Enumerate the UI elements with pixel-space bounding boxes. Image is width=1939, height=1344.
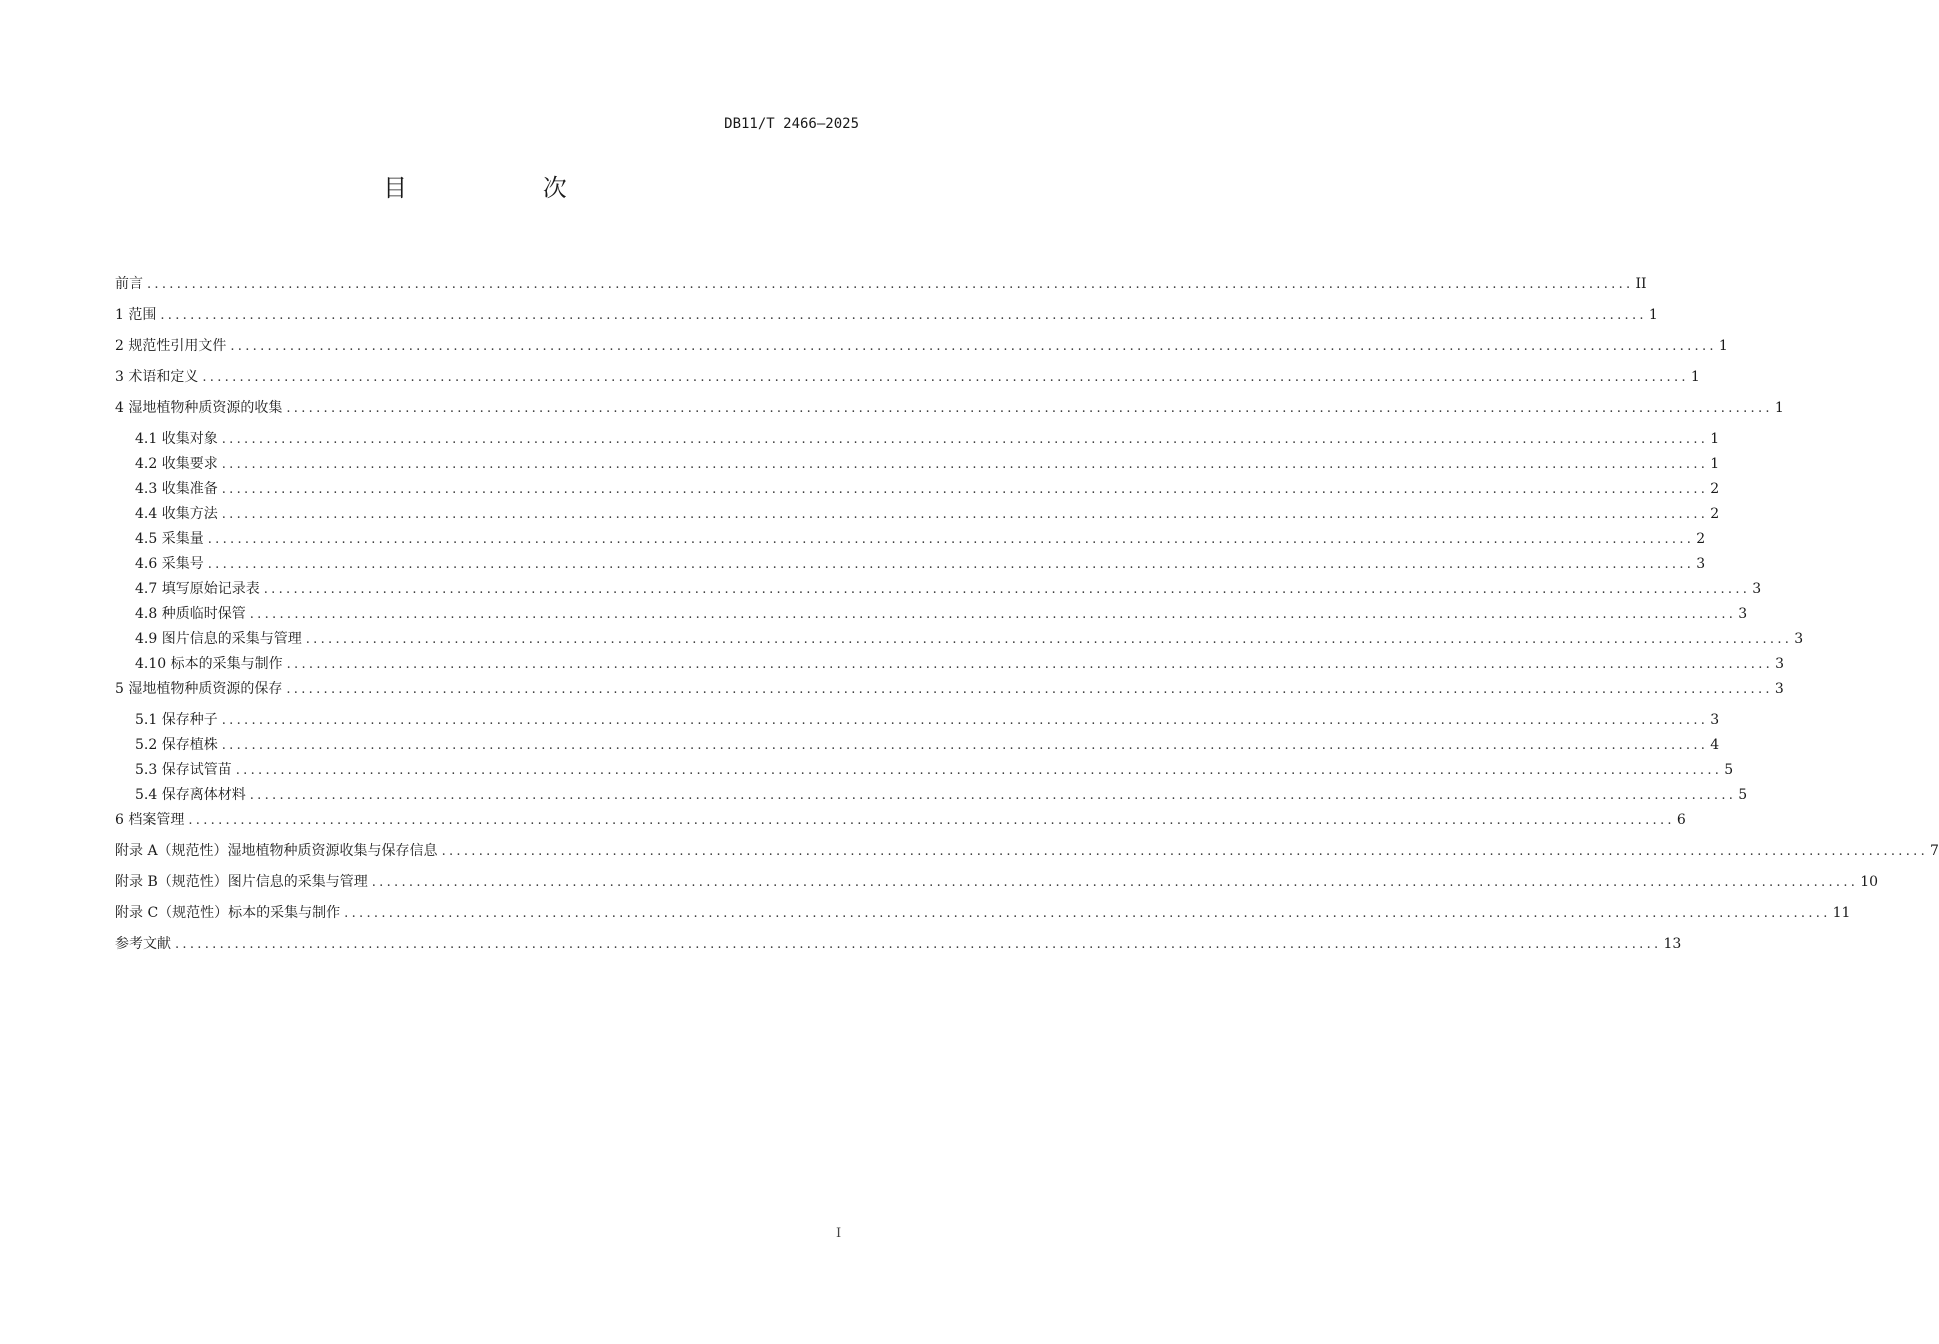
toc-subentry[interactable] bbox=[115, 552, 1706, 577]
toc-entry[interactable] bbox=[115, 272, 1647, 303]
toc-entry-page: 3 bbox=[1738, 606, 1748, 622]
toc-entry-label: 4.10 标本的采集与制作 bbox=[135, 656, 283, 672]
toc-subentry[interactable] bbox=[115, 452, 1720, 477]
toc-entry-label: 附录 A（规范性）湿地植物种质资源收集与保存信息 bbox=[115, 843, 438, 859]
toc-subentry[interactable] bbox=[115, 427, 1720, 452]
page-title: 目 次 bbox=[383, 174, 631, 202]
toc-leader-dots: ........................................................................................................................................................................................................ bbox=[230, 339, 1717, 354]
toc-leader-dots: ........................................................................................................................................................................................................ bbox=[221, 507, 1709, 522]
toc-entry-page: 1 bbox=[1710, 456, 1720, 472]
toc-entry-label: 4.6 采集号 bbox=[135, 556, 204, 572]
toc-subentry[interactable] bbox=[115, 477, 1720, 502]
toc-entry-label: 5 湿地植物种质资源的保存 bbox=[115, 681, 283, 697]
toc-leader-dots: ........................................................................................................................................................................................................ bbox=[249, 788, 1737, 803]
toc-entry-label: 4.2 收集要求 bbox=[135, 456, 218, 472]
toc-entry-page: 1 bbox=[1690, 369, 1700, 385]
toc-entry-page: 5 bbox=[1724, 762, 1734, 778]
toc-entry-page: 1 bbox=[1710, 431, 1720, 447]
toc-leader-dots: ........................................................................................................................................................................................................ bbox=[147, 277, 1634, 292]
toc-entry-label: 4.9 图片信息的采集与管理 bbox=[135, 631, 302, 647]
toc-leader-dots: ........................................................................................................................................................................................................ bbox=[160, 308, 1647, 323]
toc-entry-label: 4.5 采集量 bbox=[135, 531, 204, 547]
toc-entry-label: 4.8 种质临时保管 bbox=[135, 606, 246, 622]
toc-leader-dots: ........................................................................................................................................................................................................ bbox=[441, 844, 1929, 859]
toc-entry-page: 4 bbox=[1710, 737, 1720, 753]
toc-leader-dots: ........................................................................................................................................................................................................ bbox=[221, 482, 1709, 497]
toc-subentry[interactable] bbox=[115, 733, 1720, 758]
toc-entry-label: 参考文献 bbox=[115, 936, 171, 952]
toc-leader-dots: ........................................................................................................................................................................................................ bbox=[286, 657, 1774, 672]
toc-entry-label: 2 规范性引用文件 bbox=[115, 338, 227, 354]
toc-entry[interactable] bbox=[115, 396, 1784, 427]
toc-entry-label: 5.2 保存植株 bbox=[135, 737, 218, 753]
toc-entry[interactable] bbox=[115, 901, 1851, 932]
toc-entry-page: 2 bbox=[1710, 481, 1720, 497]
toc-leader-dots: ........................................................................................................................................................................................................ bbox=[207, 532, 1695, 547]
toc-entry-page: II bbox=[1635, 276, 1647, 292]
toc-leader-dots: ........................................................................................................................................................................................................ bbox=[221, 457, 1709, 472]
toc-leader-dots: ........................................................................................................................................................................................................ bbox=[221, 738, 1709, 753]
toc-subentry[interactable] bbox=[115, 652, 1785, 677]
toc-leader-dots: ........................................................................................................................................................................................................ bbox=[286, 401, 1773, 416]
document-code: DB11/T 2466—2025 bbox=[724, 116, 859, 132]
toc-leader-dots: ........................................................................................................................................................................................................ bbox=[305, 632, 1793, 647]
toc-entry-page: 5 bbox=[1738, 787, 1748, 803]
toc-subentry[interactable] bbox=[115, 602, 1748, 627]
toc-entry[interactable] bbox=[115, 839, 1939, 870]
toc-leader-dots: ........................................................................................................................................................................................................ bbox=[221, 713, 1709, 728]
toc-entry-page: 1 bbox=[1774, 400, 1784, 416]
toc-subentry[interactable] bbox=[115, 758, 1734, 783]
toc-entry-page: 6 bbox=[1676, 812, 1686, 828]
toc-leader-dots: ........................................................................................................................................................................................................ bbox=[188, 813, 1675, 828]
toc-entry-label: 4.1 收集对象 bbox=[135, 431, 218, 447]
toc-entry[interactable] bbox=[115, 932, 1682, 963]
toc-entry[interactable] bbox=[115, 365, 1700, 396]
toc-entry-page: 3 bbox=[1696, 556, 1706, 572]
toc-leader-dots: ........................................................................................................................................................................................................ bbox=[207, 557, 1695, 572]
toc-entry-page: 10 bbox=[1860, 874, 1879, 890]
toc-entry-page: 3 bbox=[1794, 631, 1804, 647]
toc-entry[interactable] bbox=[115, 808, 1686, 839]
toc-subentry[interactable] bbox=[115, 627, 1804, 652]
toc-entry-page: 3 bbox=[1775, 656, 1785, 672]
toc-entry-label: 5.4 保存离体材料 bbox=[135, 787, 246, 803]
toc-entry[interactable] bbox=[115, 677, 1784, 708]
toc-entry-label: 6 档案管理 bbox=[115, 812, 185, 828]
toc-subentry[interactable] bbox=[115, 577, 1762, 602]
toc-entry-label: 4.7 填写原始记录表 bbox=[135, 581, 260, 597]
toc-subentry[interactable] bbox=[115, 783, 1748, 808]
toc-leader-dots: ........................................................................................................................................................................................................ bbox=[221, 432, 1709, 447]
toc-entry-page: 7 bbox=[1930, 843, 1939, 859]
toc-entry-label: 1 范围 bbox=[115, 307, 157, 323]
toc-entry-page: 2 bbox=[1696, 531, 1706, 547]
toc-leader-dots: ........................................................................................................................................................................................................ bbox=[344, 906, 1831, 921]
toc-subentry[interactable] bbox=[115, 527, 1706, 552]
toc-entry[interactable] bbox=[115, 303, 1658, 334]
toc-leader-dots: ........................................................................................................................................................................................................ bbox=[286, 682, 1773, 697]
toc-entry-page: 11 bbox=[1832, 905, 1851, 921]
toc-entry-page: 3 bbox=[1774, 681, 1784, 697]
toc-leader-dots: ........................................................................................................................................................................................................ bbox=[202, 370, 1689, 385]
toc-entry-label: 前言 bbox=[115, 276, 143, 292]
toc-entry-label: 4.4 收集方法 bbox=[135, 506, 218, 522]
toc-entry-label: 5.1 保存种子 bbox=[135, 712, 218, 728]
toc-leader-dots: ........................................................................................................................................................................................................ bbox=[235, 763, 1723, 778]
toc-entry[interactable] bbox=[115, 870, 1879, 901]
toc-entry-page: 1 bbox=[1718, 338, 1728, 354]
toc-subentry[interactable] bbox=[115, 708, 1720, 733]
toc-entry-page: 3 bbox=[1710, 712, 1720, 728]
toc-entry-page: 3 bbox=[1752, 581, 1762, 597]
toc-subentry[interactable] bbox=[115, 502, 1720, 527]
toc-entry-label: 5.3 保存试管苗 bbox=[135, 762, 232, 778]
toc-entry[interactable] bbox=[115, 334, 1728, 365]
toc-leader-dots: ........................................................................................................................................................................................................ bbox=[249, 607, 1737, 622]
page-number: I bbox=[836, 1226, 842, 1241]
toc-entry-label: 4.3 收集准备 bbox=[135, 481, 218, 497]
toc-leader-dots: ........................................................................................................................................................................................................ bbox=[175, 937, 1662, 952]
toc-entry-page: 2 bbox=[1710, 506, 1720, 522]
toc-entry-label: 附录 C（规范性）标本的采集与制作 bbox=[115, 905, 341, 921]
toc-entry-label: 3 术语和定义 bbox=[115, 369, 199, 385]
toc-entry-label: 4 湿地植物种质资源的收集 bbox=[115, 400, 283, 416]
table-of-contents bbox=[115, 272, 1939, 963]
toc-entry-label: 附录 B（规范性）图片信息的采集与管理 bbox=[115, 874, 368, 890]
toc-leader-dots: ........................................................................................................................................................................................................ bbox=[371, 875, 1859, 890]
toc-entry-page: 13 bbox=[1663, 936, 1682, 952]
toc-leader-dots: ........................................................................................................................................................................................................ bbox=[263, 582, 1751, 597]
toc-entry-page: 1 bbox=[1648, 307, 1658, 323]
